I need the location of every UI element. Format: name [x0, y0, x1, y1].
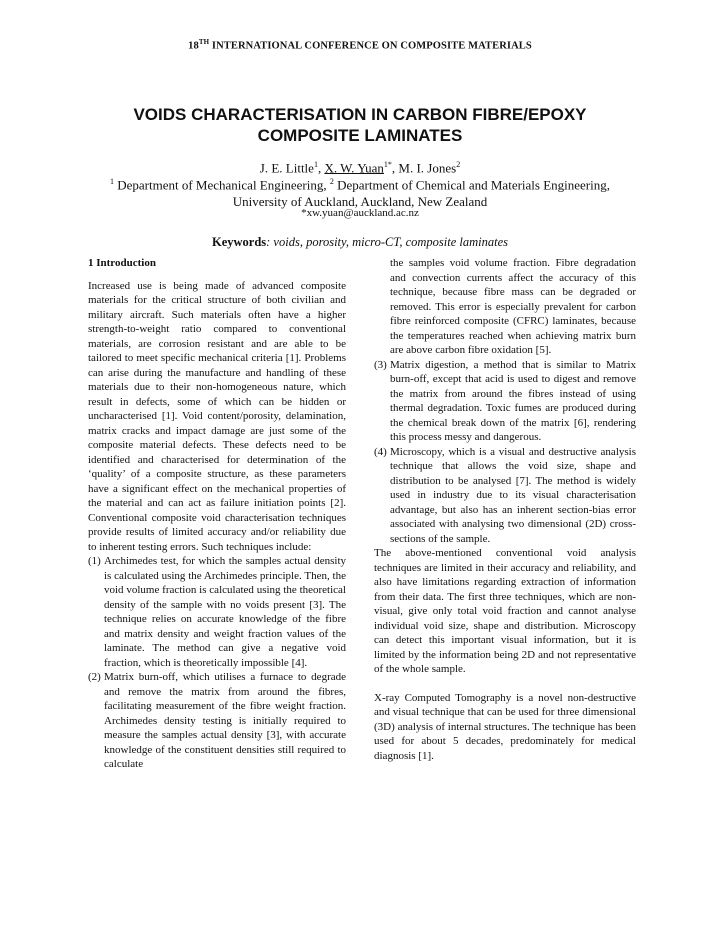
list-item-1: (1) Archimedes test, for which the samples actual density is calculated using the Archimedes principle. Then, the void volume fraction is calculated using the theoretical density of the sample with no voids present [3]. The technique relies on accurate knowledge of the fibre and matrix density and weight fraction values of the laminate. The method can give a negative void fraction, which is theoretically impossible [4]. — [88, 555, 346, 669]
affiliations: $^1$ Department of Mechanical Engineering, $^2$ Department of Chemical and Materials Engineering, University of Auckland, Auckland, New Zealand — [109, 177, 610, 210]
intro-paragraph: Increased use is being made of advanced composite materials for the critical structure of both civilian and military aircraft. Such materials often have a higher strength-to-weight ratio compared to conventional materials, are corrosion resistant and are able to be tailored to meet specific mechanical criteria [1]. Problems can arise during the manufacture and handling of these materials due to their non-homogeneous nature, which result in defects, some of which can be hidden or uncharacterised [1]. Void content/porosity, delamination, matrix cracks and impact damage are just some of the composite material defects. These defects need to be identified and characterised for determination of the ‘quality’ of a composite structure, as these parameters have a significant effect on the mechanical properties of the material and can act as failure initiation points [2]. Conventional composite void characterisation techniques provide results of limited accuracy and/or reliability due to inherent testing errors. Such techniques include: — [88, 279, 346, 553]
body-paragraph-2: X-ray Computed Tomography is a novel non-destructive and visual technique that can be used for three dimensional (3D) analysis of internal structures. The technique has been used for about 5 decades, predominately for medical diagnosis [1]. — [374, 691, 636, 762]
list-item-2-continued: the samples void volume fraction. Fibre degradation and convection currents affect the accuracy of this technique, because fibre mass can be degraded or removed. This error is especially prevalent for carbon fibre reinforced composite (CFRC) laminates, because the temperatures reached when achieving matrix burn are above carbon fibre oxidation [5]. — [390, 257, 636, 356]
conference-header: 18TH INTERNATIONAL CONFERENCE ON COMPOSITE MATERIALS — [188, 38, 532, 52]
corresponding-author: X. W. Yuan — [324, 160, 384, 176]
body-paragraph-1: The above-mentioned conventional void analysis techniques are limited in their accuracy and reliability, and also have limitations regarding extraction of information from their data. The first three techniques, which are non-visual, give only total void fraction and cannot analyse individual void size, shape and distribution. Microscopy can detect this important visual information, but it is limited by the information being 2D and not representative of the whole sample. — [374, 547, 636, 675]
title-line-1: VOIDS CHARACTERISATION IN CARBON FIBRE/EPOXY — [133, 105, 587, 124]
paper-title — [60, 104, 660, 146]
left-column — [88, 256, 346, 772]
list-item-2: (2) Matrix burn-off, which utilises a furnace to degrade and remove the matrix from around the fibres, facilitating measurement of the fibre weight fraction. Archimedes density testing is initially required to measure the samples actual density [3], with accurate knowledge of the constituent densities still required to calculate — [88, 671, 346, 770]
author-list: J. E. Little$^1$, X. W. Yuan$^{1*}$, M. I. Jones$^2$ — [259, 160, 461, 176]
right-column — [374, 256, 636, 763]
list-item-4: (4) Microscopy, which is a visual and destructive analysis technique that allows the void size, shape and distribution to be analysed [7]. The method is widely used in industry due to its visual characterisation advantage, but also has an inherent section-bias error associated with analysing two dimensional (2D) cross-sections of the sample. — [374, 445, 636, 545]
title-line-2: COMPOSITE LAMINATES — [257, 126, 463, 145]
keywords: Keywords: voids, porosity, micro-CT, composite laminates — [211, 235, 509, 249]
list-item-3: (3) Matrix digestion, a method that is similar to Matrix burn-off, except that acid is used to digest and remove the matrix from around the fibres instead of using thermal degradation. Toxic fumes are produced during the chemical break down of the matrix [6], rendering this process messy and dangerous. — [374, 358, 636, 443]
section-heading: 1 Introduction — [88, 257, 156, 269]
contact-email: *xw.yuan@auckland.ac.nz — [301, 207, 419, 219]
